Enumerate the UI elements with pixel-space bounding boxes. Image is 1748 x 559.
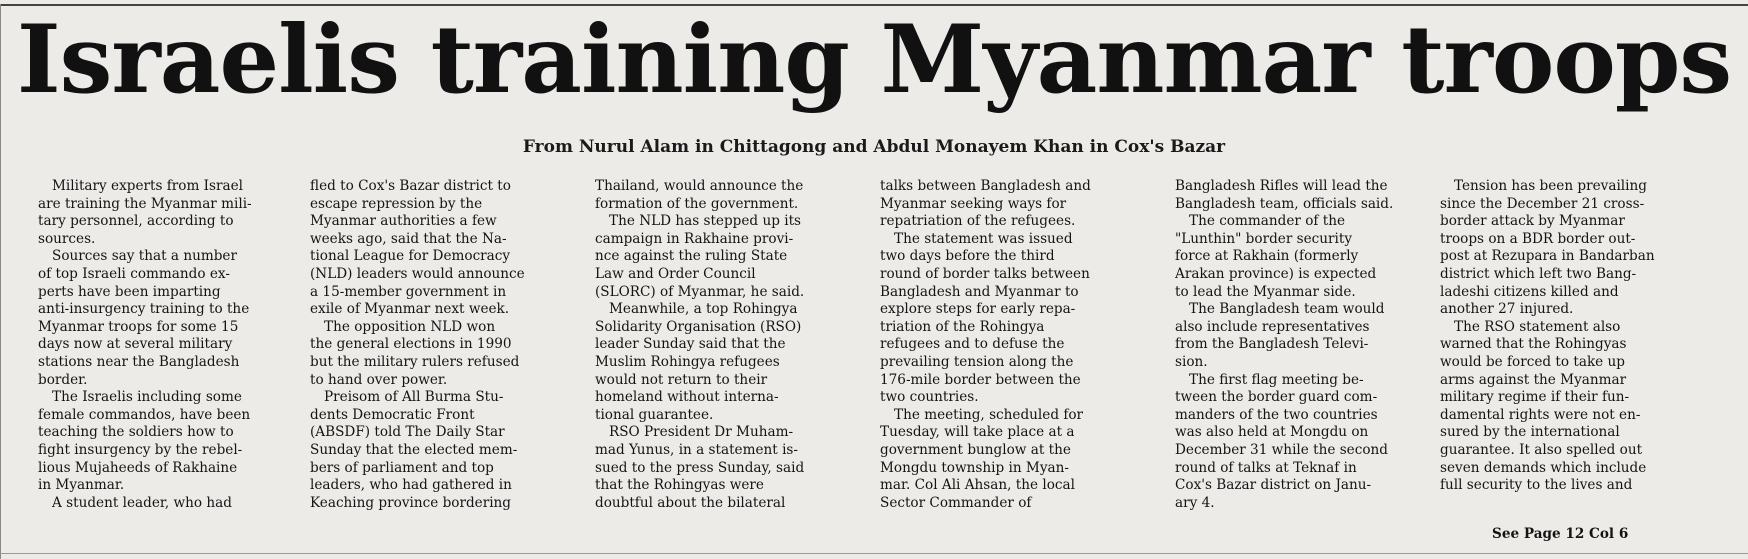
text-line: border attack by Myanmar	[1440, 213, 1625, 230]
text-line: Law and Order Council	[595, 265, 756, 282]
text-line: nce against the ruling State	[595, 248, 788, 265]
text-line: tional guarantee.	[595, 406, 714, 423]
text-line: Sector Commander of	[880, 494, 1032, 511]
text-line: weeks ago, said that the Na-	[310, 230, 507, 247]
text-line: "Lunthin" border security	[1175, 230, 1353, 247]
headline: Israelis training Myanmar troops	[16, 5, 1732, 115]
text-line: Myanmar authorities a few	[310, 213, 497, 230]
text-line: homeland without interna-	[595, 389, 779, 406]
byline: From Nurul Alam in Chittagong and Abdul Monayem Khan in Cox's Bazar	[522, 137, 1226, 157]
text-line: arms against the Myanmar	[1440, 371, 1627, 388]
text-line: Myanmar troops for some 15	[38, 318, 239, 335]
text-line: prevailing tension along the	[880, 353, 1074, 370]
article-column-6	[1440, 178, 1698, 548]
text-line: Meanwhile, a top Rohingya	[609, 301, 798, 318]
text-line: refugees and to defuse the	[880, 336, 1065, 353]
text-line: exile of Myanmar next week.	[310, 301, 510, 318]
text-line: (SLORC) of Myanmar, he said.	[595, 283, 805, 300]
text-line: guarantee. It also spelled out	[1440, 441, 1643, 458]
article-column-3	[595, 178, 853, 548]
text-line: campaign in Rakhaine provi-	[595, 230, 794, 247]
text-line: mad Yunus, in a statement is-	[595, 441, 798, 458]
text-line: fight insurgency by the rebel-	[38, 441, 243, 458]
text-line: damental rights were not en-	[1440, 406, 1641, 423]
article-column-4	[880, 178, 1138, 548]
text-line: December 31 while the second	[1175, 441, 1388, 458]
text-line: to hand over power.	[310, 371, 448, 388]
text-line: in Myanmar.	[38, 477, 125, 494]
text-line: explore steps for early repa-	[880, 301, 1076, 318]
text-line: manders of the two countries	[1175, 406, 1378, 423]
text-line: was also held at Mongdu on	[1175, 424, 1369, 441]
text-line: The first flag meeting be-	[1189, 371, 1364, 388]
text-line: since the December 21 cross-	[1440, 195, 1645, 212]
text-line: The opposition NLD won	[324, 318, 496, 335]
article-column-2	[310, 178, 568, 548]
article-column-5	[1175, 178, 1433, 548]
text-line: round of talks at Teknaf in	[1175, 459, 1357, 476]
text-line: ladeshi citizens killed and	[1440, 283, 1619, 300]
text-line: The statement was issued	[894, 230, 1073, 247]
text-line: another 27 injured.	[1440, 301, 1574, 318]
text-line: Myanmar seeking ways for	[880, 195, 1067, 212]
text-line: triation of the Rohingya	[880, 318, 1045, 335]
text-line: The meeting, scheduled for	[894, 406, 1084, 423]
text-line: Sources say that a number	[52, 248, 237, 265]
text-line: formation of the government.	[595, 195, 799, 212]
text-line: are training the Myanmar mili-	[38, 195, 252, 212]
text-line: sured by the international	[1440, 424, 1620, 441]
text-line: of top Israeli commando ex-	[38, 265, 230, 282]
text-line: A student leader, who had	[52, 494, 232, 511]
text-line: force at Rakhain (formerly	[1175, 248, 1359, 265]
text-line: leader Sunday said that the	[595, 336, 786, 353]
text-line: district which left two Bang-	[1440, 265, 1637, 282]
text-line: Bangladesh Rifles will lead the	[1175, 178, 1388, 194]
text-line: The Israelis including some	[52, 389, 242, 406]
text-line: talks between Bangladesh and	[880, 178, 1091, 194]
text-line: tional League for Democracy	[310, 248, 511, 265]
text-line: doubtful about the bilateral	[595, 494, 786, 511]
text-line: warned that the Rohingyas	[1440, 336, 1627, 353]
text-line: round of border talks between	[880, 265, 1090, 282]
text-line: sued to the press Sunday, said	[595, 459, 805, 476]
text-line: seven demands which include	[1440, 459, 1647, 476]
text-line: full security to the lives and	[1440, 477, 1633, 494]
text-line: tween the border guard com-	[1175, 389, 1378, 406]
text-line: Arakan province) is expected	[1175, 265, 1377, 282]
text-line: Preisom of All Burma Stu-	[324, 389, 504, 406]
text-line: Muslim Rohingya refugees	[595, 353, 780, 370]
text-line: (ABSDF) told The Daily Star	[310, 424, 505, 441]
text-line: 176-mile border between the	[880, 371, 1081, 388]
text-line: two countries.	[880, 389, 979, 406]
text-line: RSO President Dr Muham-	[609, 424, 794, 441]
article-column-1	[38, 178, 296, 548]
text-line: female commandos, have been	[38, 406, 251, 423]
bottom-rule	[0, 553, 1748, 554]
text-line: bers of parliament and top	[310, 459, 494, 476]
text-line: leaders, who had gathered in	[310, 477, 512, 494]
text-line: troops on a BDR border out-	[1440, 230, 1636, 247]
text-line: escape repression by the	[310, 195, 483, 212]
text-line: ary 4.	[1175, 494, 1215, 511]
text-line: Bangladesh team, officials said.	[1175, 195, 1394, 212]
text-line: The commander of the	[1189, 213, 1345, 230]
text-line: Thailand, would announce the	[595, 178, 804, 194]
text-line: would not return to their	[595, 371, 768, 388]
text-line: The NLD has stepped up its	[609, 213, 802, 230]
text-line: two days before the third	[880, 248, 1055, 265]
text-line: lious Mujaheeds of Rakhaine	[38, 459, 238, 476]
text-line: government bunglow at the	[880, 441, 1071, 458]
text-line: Sunday that the elected mem-	[310, 441, 518, 458]
text-line: The RSO statement also	[1454, 318, 1621, 335]
text-line: Bangladesh and Myanmar to	[880, 283, 1079, 300]
text-line: mar. Col Ali Ahsan, the local	[880, 477, 1075, 494]
text-line: Tension has been prevailing	[1454, 178, 1647, 194]
text-line: from the Bangladesh Televi-	[1175, 336, 1369, 353]
text-line: sion.	[1175, 353, 1208, 370]
text-line: Mongdu township in Myan-	[880, 459, 1069, 476]
text-line: teaching the soldiers how to	[38, 424, 234, 441]
text-line: but the military rulers refused	[310, 353, 520, 370]
text-line: days now at several military	[38, 336, 233, 353]
continuation-line: See Page 12 Col 6	[1492, 526, 1629, 542]
text-line: Military experts from Israel	[52, 178, 244, 194]
text-line: would be forced to take up	[1440, 353, 1626, 370]
text-line: (NLD) leaders would announce	[310, 265, 525, 282]
text-line: to lead the Myanmar side.	[1175, 283, 1356, 300]
text-line: post at Rezupara in Bandarban	[1440, 248, 1655, 265]
text-line: stations near the Bangladesh	[38, 353, 240, 370]
text-line: the general elections in 1990	[310, 336, 512, 353]
text-line: military regime if their fun-	[1440, 389, 1630, 406]
text-line: a 15-member government in	[310, 283, 507, 300]
text-line: border.	[38, 371, 88, 388]
text-line: tary personnel, according to	[38, 213, 234, 230]
text-line: The Bangladesh team would	[1189, 301, 1385, 318]
text-line: dents Democratic Front	[310, 406, 475, 423]
text-line: Tuesday, will take place at a	[880, 424, 1075, 441]
text-line: perts have been imparting	[38, 283, 221, 300]
text-line: also include representatives	[1175, 318, 1370, 335]
text-line: repatriation of the refugees.	[880, 213, 1076, 230]
text-line: fled to Cox's Bazar district to	[310, 178, 511, 194]
text-line: Cox's Bazar district on Janu-	[1175, 477, 1372, 494]
text-line: that the Rohingyas were	[595, 477, 764, 494]
text-line: Solidarity Organisation (RSO)	[595, 318, 802, 335]
text-line: sources.	[38, 230, 96, 247]
text-line: anti-insurgency training to the	[38, 301, 250, 318]
text-line: Keaching province bordering	[310, 494, 512, 511]
